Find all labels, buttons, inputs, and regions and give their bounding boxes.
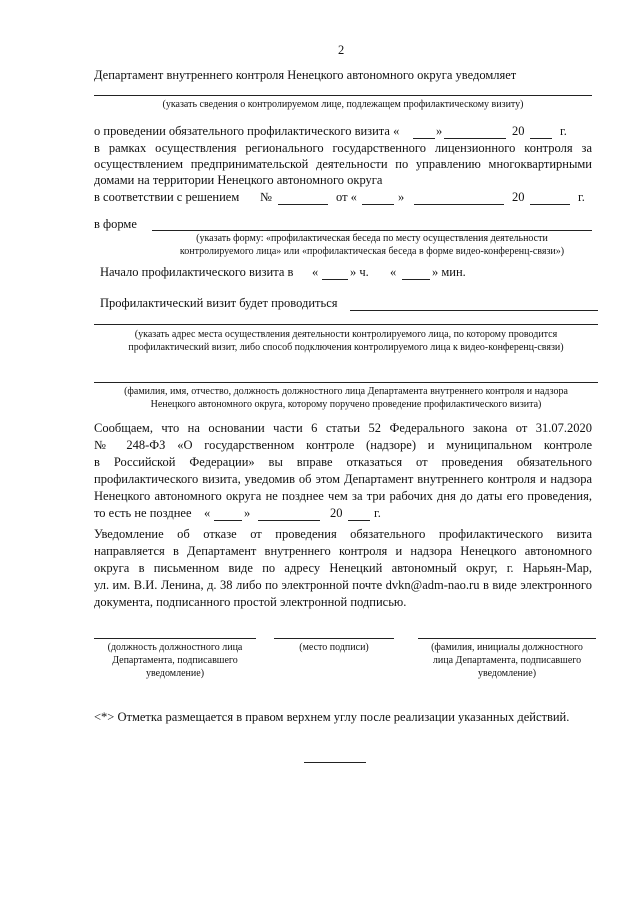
seal-note: (место подписи) <box>299 642 369 653</box>
notice-month-blank <box>258 520 320 521</box>
name-note-3: уведомление) <box>477 668 537 679</box>
subject-line <box>94 95 592 96</box>
notice-line-1: Сообщаем, что на основании части 6 статьи 52 Федерального закона от 31.07.2020 <box>94 421 592 435</box>
notice-q2: » <box>244 506 251 520</box>
visit-month-blank <box>444 138 506 139</box>
position-note-2: Департамента, подписавшего <box>112 655 238 666</box>
position-note-1: (должность должностного лица <box>107 642 243 653</box>
notice-year: 20 <box>330 506 343 520</box>
start-minutes-blank <box>402 279 430 280</box>
place-blank <box>350 310 598 311</box>
refusal-line-5: документа, подписанного простой электронной подписью. <box>94 595 407 609</box>
form-label: в форме <box>94 217 137 231</box>
visit-line-4: домами на территории Ненецкого автономного округа <box>94 173 383 187</box>
official-note-1: (фамилия, имя, отчество, должность должностного лица Департамента внутреннего контроля и надзора <box>124 386 568 397</box>
refusal-line-2: направляется в Департамент внутреннего контроля и надзора Ненецкого автономного <box>94 544 592 558</box>
official-note-2: Ненецкого автономного округа, которому поручено проведение профилактического визита) <box>150 399 542 410</box>
decision-year: 20 <box>512 190 525 204</box>
position-line <box>94 638 256 639</box>
visit-year: 20 <box>512 124 525 138</box>
decision-g: г. <box>578 190 585 204</box>
decision-number-blank <box>278 204 328 205</box>
notice-line-4: профилактического визита, уведомив об этом Департамент внутреннего контроля и надзора <box>94 472 592 486</box>
refusal-line-1: Уведомление об отказе от проведения обязательного профилактического визита <box>94 527 592 541</box>
notice-line-6: то есть не позднее <box>94 506 192 520</box>
notice-line-5: Ненецкого автономного округа не позднее чем за три рабочих дня до даты его проведения, <box>94 489 592 503</box>
start-minutes-label: » мин. <box>432 265 466 279</box>
start-hours-label: » ч. <box>350 265 369 279</box>
form-note-2: контролируемого лица» или «профилактическая беседа в форме видео-конференц-связи») <box>179 246 565 257</box>
notice-line-3: в Российской Федерации» вы вправе отказаться от проведения обязательного <box>94 455 592 469</box>
official-line <box>94 382 598 383</box>
seal-line <box>274 638 394 639</box>
heading: Департамент внутреннего контроля Ненецкого автономного округа уведомляет <box>94 68 517 82</box>
notice-year-blank <box>348 520 370 521</box>
start-q3: « <box>390 265 397 279</box>
form-blank <box>152 230 592 231</box>
position-note-3: уведомление) <box>145 668 205 679</box>
footnote: <*> Отметка размещается в правом верхнем углу после реализации указанных действий. <box>94 710 570 724</box>
start-hours-blank <box>322 279 348 280</box>
refusal-line-3: округа в письменном виде по адресу Ненецкий автономный округ, г. Нарьян-Мар, <box>94 561 592 575</box>
decision-from: от « <box>336 190 357 204</box>
address-note-2: профилактический визит, либо способ подключения контролируемого лица к видео-конференц-связи) <box>128 342 564 353</box>
notice-day-blank <box>214 520 242 521</box>
name-note-1: (фамилия, инициалы должностного <box>431 642 583 653</box>
decision-quote: » <box>398 190 405 204</box>
decision-number-sign: № <box>260 190 272 204</box>
notice-line-2: № 248-ФЗ «О государственном контроле (надзоре) и муниципальном контроле <box>94 438 592 452</box>
refusal-line-4: ул. им. В.И. Ленина, д. 38 либо по электронной почте dvkn@adm-nao.ru в виде электронного <box>94 578 592 592</box>
visit-day-blank <box>413 138 435 139</box>
start-q1: « <box>312 265 319 279</box>
visit-line-1a: о проведении обязательного профилактического визита « <box>94 124 400 138</box>
notice-g: г. <box>374 506 381 520</box>
place-label: Профилактический визит будет проводиться <box>100 296 338 310</box>
name-line <box>418 638 596 639</box>
page-number: 2 <box>338 43 345 57</box>
decision-day-blank <box>362 204 394 205</box>
visit-g: г. <box>560 124 567 138</box>
visit-quote: » <box>436 124 443 138</box>
subject-note: (указать сведения о контролируемом лице, подлежащем профилактическому визиту) <box>162 99 524 110</box>
end-line <box>304 762 366 763</box>
visit-year-blank <box>530 138 552 139</box>
decision-month-blank <box>414 204 504 205</box>
address-line <box>94 324 598 325</box>
decision-year-blank <box>530 204 570 205</box>
name-note-2: лица Департамента, подписавшего <box>432 655 582 666</box>
address-note-1: (указать адрес места осуществления деятельности контролируемого лица, по которому проводится <box>134 329 558 340</box>
notice-q1: « <box>204 506 211 520</box>
decision-label: в соответствии с решением <box>94 190 240 204</box>
visit-line-2: в рамках осуществления регионального государственного лицензионного контроля за <box>94 141 592 155</box>
start-label: Начало профилактического визита в <box>100 265 294 279</box>
form-note-1: (указать форму: «профилактическая беседа по месту осуществления деятельности <box>196 233 548 244</box>
visit-line-3: осуществлением предпринимательской деятельности по управлению многоквартирными <box>94 157 592 171</box>
